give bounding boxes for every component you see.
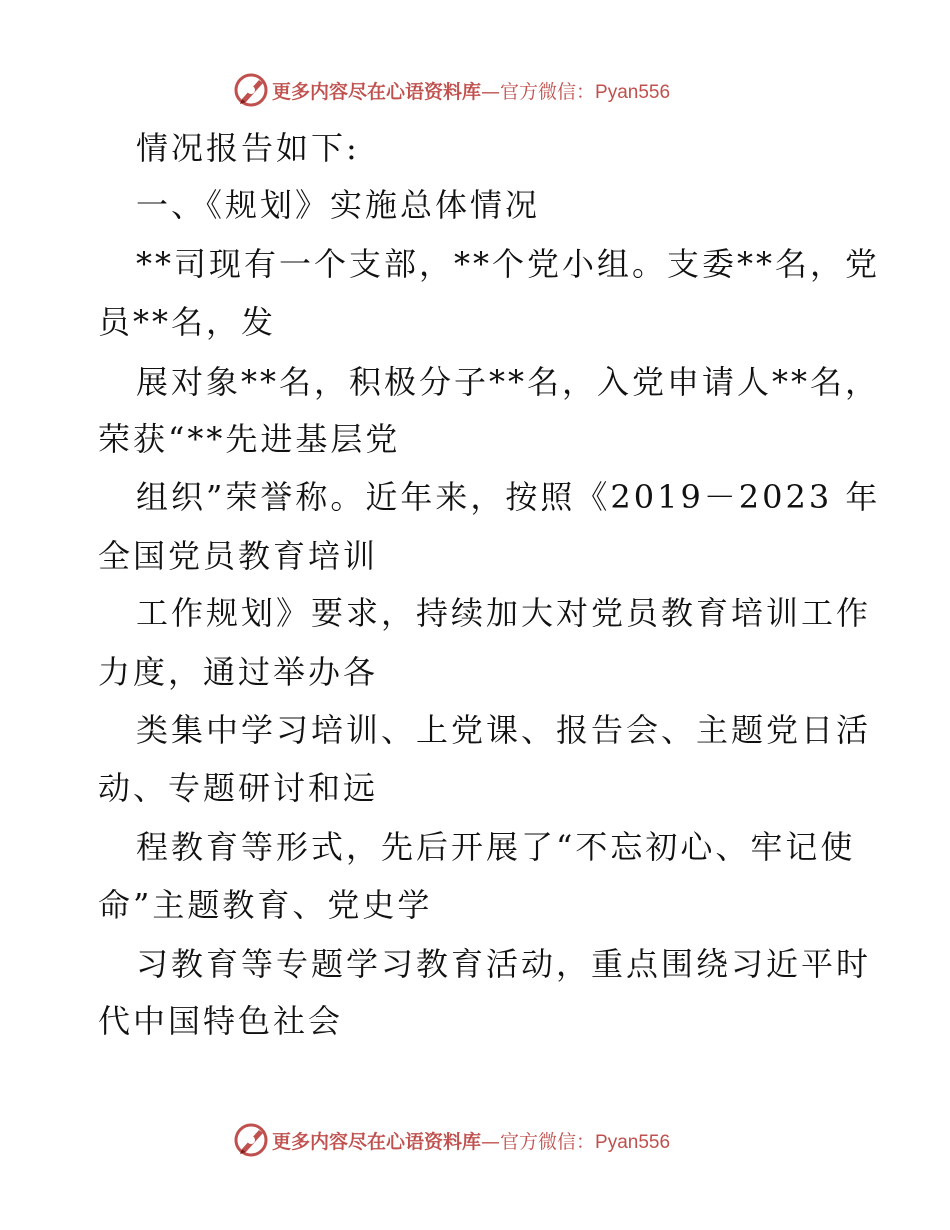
- body-line: 类集中学习培训、上党课、报告会、主题党日活: [136, 711, 872, 749]
- header-banner: [232, 70, 712, 110]
- banner-dash: —: [481, 80, 501, 103]
- body-line: 习教育等专题学习教育活动，重点围绕习近平时: [136, 945, 872, 983]
- body-line: 命”主题教育、党史学: [98, 886, 433, 924]
- body-line: **司现有一个支部，**个党小组。支委**名，党: [136, 245, 881, 283]
- pen-circle-logo-icon: [232, 71, 270, 109]
- banner-main-text: 更多内容尽在心语资料库: [272, 80, 482, 103]
- body-line: 全国党员教育培训: [98, 537, 379, 575]
- footer-banner: [232, 1120, 712, 1160]
- body-line: 展对象**名，积极分子**名，入党申请人**名，: [136, 363, 881, 401]
- banner-main-text: 更多内容尽在心语资料库: [272, 1130, 482, 1153]
- banner-dash: —: [481, 1130, 501, 1153]
- banner-text: [272, 1127, 670, 1154]
- body-line: 力度，通过举办各: [98, 653, 379, 691]
- body-line: 情况报告如下:: [136, 129, 360, 167]
- body-line: 动、专题研讨和远: [98, 769, 379, 807]
- body-line: 程教育等形式，先后开展了“不忘初心、牢记使: [136, 828, 856, 866]
- banner-wechat-id: Pyan556: [595, 81, 671, 103]
- banner-wechat-id: Pyan556: [595, 1131, 671, 1153]
- banner-text: [272, 77, 670, 104]
- body-line: 一、《规划》实施总体情况: [136, 186, 541, 224]
- body-line: 员**名，发: [98, 303, 277, 341]
- banner-official-label: 官方微信：: [500, 1130, 596, 1153]
- body-line: 代中国特色社会: [98, 1002, 344, 1040]
- body-line: 工作规划》要求，持续加大对党员教育培训工作: [136, 594, 872, 632]
- body-line: 荣获“**先进基层党: [98, 420, 401, 458]
- body-line: 组织”荣誉称。近年来，按照《2019－2023 年: [136, 478, 881, 516]
- banner-official-label: 官方微信：: [500, 80, 596, 103]
- pen-circle-logo-icon: [232, 1121, 270, 1159]
